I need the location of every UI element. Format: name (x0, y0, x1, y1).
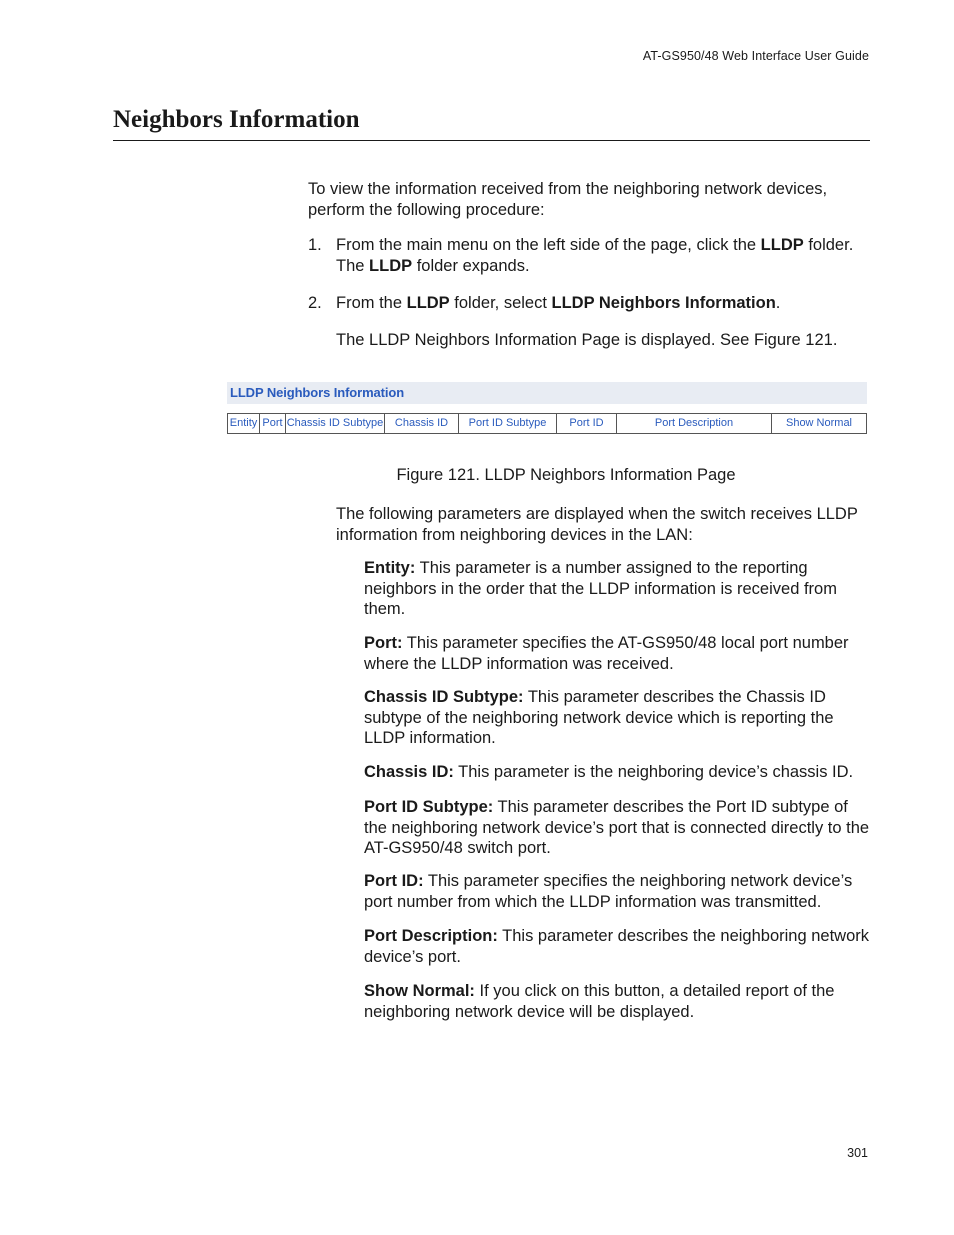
params-intro: The following parameters are displayed when the switch receives LLDP information from neighboring devices in the LAN: (336, 505, 858, 544)
param-port-id-subtype: Port ID Subtype: This parameter describes the Port ID subtype of the neighboring network device’s port that is connected directly to the AT-GS950/48 switch port. (364, 798, 870, 857)
step-1-number: 1. (308, 236, 322, 254)
column-port-id-subtype: Port ID Subtype (459, 414, 557, 433)
figure-screenshot (227, 382, 867, 436)
running-header: AT-GS950/48 Web Interface User Guide (642, 49, 869, 63)
figure-panel-title: LLDP Neighbors Information (230, 385, 405, 400)
step-1-text: From the main menu on the left side of the page, click the LLDP folder. The LLDP folder expands. (336, 236, 854, 275)
figure-caption: Figure 121. LLDP Neighbors Information Page (396, 466, 736, 484)
intro-paragraph: To view the information received from the neighboring network devices, perform the following procedure: (308, 180, 828, 219)
figure-reference-note: The LLDP Neighbors Information Page is displayed. See Figure 121. (336, 331, 838, 349)
param-port: Port: This parameter specifies the AT-GS950/48 local port number where the LLDP information was received. (364, 634, 849, 673)
figure-panel-header (227, 382, 867, 404)
column-show-normal: Show Normal (785, 417, 853, 429)
page-number: 301 (847, 1146, 868, 1160)
column-port-description: Port Description (617, 414, 772, 433)
param-entity: Entity: This parameter is a number assigned to the reporting neighbors in the order that the LLDP information is received from them. (364, 559, 837, 618)
figure-table-header (227, 413, 867, 434)
step-2-number: 2. (308, 294, 322, 312)
title-rule (113, 140, 870, 141)
column-entity: Entity (228, 414, 260, 433)
param-show-normal: Show Normal: If you click on this button, a detailed report of the neighboring network device will be displayed. (364, 982, 835, 1021)
step-2-text: From the LLDP folder, select LLDP Neighbors Information. (336, 294, 781, 312)
column-chassis-id-subtype: Chassis ID Subtype (286, 414, 385, 433)
param-chassis-id-subtype: Chassis ID Subtype: This parameter describes the Chassis ID subtype of the neighboring network device which is reporting the LLDP information. (364, 688, 834, 747)
param-port-description: Port Description: This parameter describes the neighboring network device’s port. (364, 927, 870, 966)
section-title: Neighbors Information (113, 106, 360, 133)
column-chassis-id: Chassis ID (385, 414, 459, 433)
column-port: Port (260, 414, 286, 433)
param-port-id: Port ID: This parameter specifies the neighboring network device’s port number from which the LLDP information was transmitted. (364, 872, 853, 911)
column-port-id: Port ID (557, 414, 617, 433)
param-chassis-id: Chassis ID: This parameter is the neighboring device’s chassis ID. (364, 763, 854, 781)
